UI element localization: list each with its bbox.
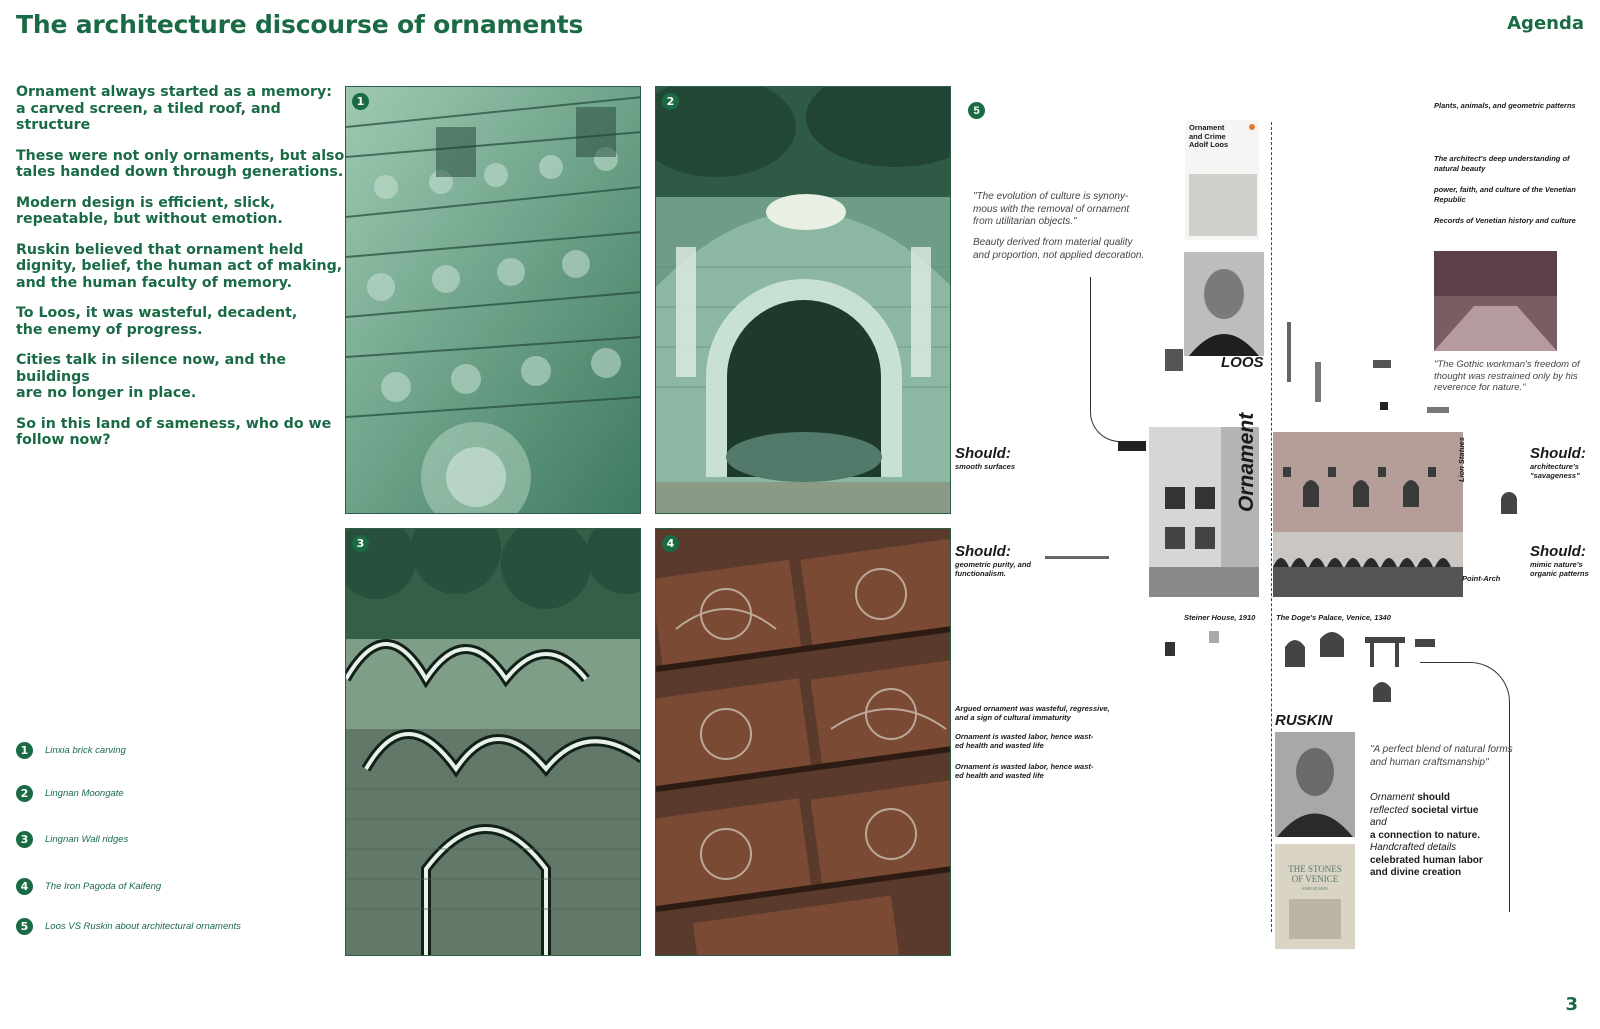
legend-label: The Iron Pagoda of Kaifeng — [45, 881, 162, 892]
venetian-interior-image — [1434, 251, 1557, 351]
text-run: and divine creation — [1370, 867, 1462, 878]
book-cover-texture — [1189, 174, 1257, 236]
brick-carving-image — [346, 87, 641, 514]
should-title: Should: — [1530, 543, 1586, 560]
detail-icon — [1380, 402, 1388, 410]
number-badge: 2 — [662, 93, 679, 110]
should-title: Should: — [1530, 445, 1586, 462]
loos-vs-ruskin-collage — [955, 92, 1595, 972]
loos-argument: Ornament is wasted labor, hence wast- ed health and wasted life — [955, 762, 1094, 780]
text-run: and — [1370, 817, 1387, 828]
legend-item — [16, 742, 126, 759]
number-badge: 1 — [352, 93, 369, 110]
spire-mark — [1315, 362, 1321, 402]
point-arch-label: Point-Arch — [1462, 574, 1501, 583]
ruskin-label: RUSKIN — [1275, 712, 1333, 729]
text-run: celebrated human labor — [1370, 854, 1483, 866]
loos-label: LOOS — [1221, 354, 1264, 371]
note-venetian-history: Records of Venetian history and culture — [1434, 216, 1576, 225]
should-title: Should: — [955, 543, 1011, 560]
legend-item — [16, 831, 128, 848]
should-geometric — [955, 543, 1031, 578]
paragraph: Cities talk in silence now, and the buildings are no longer in place. — [16, 352, 286, 401]
text-run: a connection to nature. — [1370, 829, 1481, 841]
ruskin-book-author: JOHN RUSKIN — [1301, 886, 1329, 891]
text-run: Ornament — [1370, 792, 1418, 803]
doges-palace-drawing — [1273, 432, 1463, 597]
should-text: geometric purity, and functionalism. — [955, 560, 1031, 578]
portrait-image — [1184, 252, 1264, 356]
loos-argument: Ornament is wasted labor, hence wast- ed health and wasted life — [955, 732, 1094, 750]
doges-palace-image — [1273, 432, 1463, 597]
number-badge: 3 — [16, 831, 33, 848]
should-savageness — [1530, 445, 1586, 480]
paragraph: Modern design is efficient, slick, repeatable, but without emotion. — [16, 194, 283, 227]
number-badge: 4 — [16, 878, 33, 895]
center-axis-line — [1271, 122, 1272, 932]
divider-mark — [1045, 556, 1109, 559]
text-run: societal virtue — [1411, 804, 1479, 816]
detail-icon — [1427, 407, 1449, 413]
paragraph: These were not only ornaments, but also tales handed down through generations. — [16, 147, 345, 180]
number-badge: 3 — [352, 535, 369, 552]
legend-label: Lingnan Moongate — [45, 788, 124, 799]
ornament-axis-label: Ornament — [1235, 412, 1258, 512]
agenda-link[interactable]: Agenda — [1507, 13, 1584, 34]
spire-mark — [1287, 322, 1291, 382]
portrait-image — [1275, 732, 1355, 837]
should-text: architecture's "savageness" — [1530, 462, 1580, 480]
text-run: Handcrafted details — [1370, 842, 1457, 853]
should-title: Should: — [955, 445, 1011, 462]
should-text: smooth surfaces — [955, 462, 1016, 471]
number-badge: 5 — [16, 918, 33, 935]
wall-ridges-image — [346, 529, 641, 956]
legend-label: Loos VS Ruskin about architectural ornaments — [45, 921, 241, 932]
lion-statues-label: Lion Statues — [1457, 436, 1466, 482]
legend-item — [16, 878, 161, 895]
moongate-image — [656, 87, 951, 514]
photo-moongate — [655, 86, 951, 514]
black-bar-mark — [1118, 441, 1146, 451]
detail-icon — [1165, 642, 1175, 656]
paragraph: So in this land of sameness, who do we follow now? — [16, 415, 332, 448]
number-badge: 2 — [16, 785, 33, 802]
iron-pagoda-image — [656, 529, 951, 956]
legend-label: Linxia brick carving — [45, 745, 126, 756]
ruskin-principles — [1370, 792, 1510, 880]
loos-portrait — [1184, 252, 1264, 356]
loos-quote: "The evolution of culture is synony- mous with the removal of ornament from utilitarian objects." — [973, 191, 1130, 227]
paragraph: Ornament always started as a memory: a carved screen, a tiled roof, and structure — [16, 84, 332, 133]
detail-icon — [1373, 360, 1391, 368]
should-text: mimic nature's organic patterns — [1530, 560, 1589, 578]
page-number: 3 — [1565, 994, 1578, 1015]
note-venetian-republic: power, faith, and culture of the Venetian Republic — [1434, 185, 1576, 204]
loos-book-cover — [1185, 120, 1259, 240]
note-patterns: Plants, animals, and geometric patterns — [1434, 101, 1576, 110]
ruskin-portrait — [1275, 732, 1355, 837]
should-smooth — [955, 445, 1015, 471]
loos-argument: Argued ornament was wasteful, regressive, and a sign of cultural immaturity — [955, 704, 1110, 722]
interior-drawing — [1434, 251, 1557, 351]
paragraph: To Loos, it was wasteful, decadent, the enemy of progress. — [16, 305, 298, 338]
photo-wall-ridges — [345, 528, 641, 956]
ruskin-quote: "A perfect blend of natural forms and human craftsmanship" — [1370, 744, 1513, 768]
gothic-quote: "The Gothic workman's freedom of thought was restrained only by his reverence for nature." — [1434, 359, 1580, 393]
connector-line — [1090, 277, 1140, 442]
book-illustration — [1289, 899, 1341, 939]
ruskin-book-title: THE STONES OF VENICE — [1288, 864, 1342, 884]
note-natural-beauty: The architect's deep understanding of natural beauty — [1434, 154, 1570, 173]
arch-icon — [1501, 492, 1517, 514]
legend-label: Lingnan Wall ridges — [45, 834, 129, 845]
caption-doge: The Doge's Palace, Venice, 1340 — [1276, 613, 1391, 622]
loos-small-icon — [1165, 349, 1183, 371]
paragraph: Ruskin believed that ornament held dignity, belief, the human act of making, and the human faculty of memory. — [16, 241, 343, 291]
number-badge: 4 — [662, 535, 679, 552]
loos-book-title: Ornament and Crime Adolf Loos — [1189, 123, 1229, 149]
legend-item — [16, 785, 124, 802]
photo-brick-carving — [345, 86, 641, 514]
photo-iron-pagoda — [655, 528, 951, 956]
page-title: The architecture discourse of ornaments — [16, 10, 584, 39]
text-run: should — [1417, 792, 1451, 803]
should-organic — [1530, 543, 1589, 578]
text-run: reflected — [1370, 804, 1412, 816]
loos-principle: Beauty derived from material quality and proportion, not applied decoration. — [973, 237, 1145, 261]
intro-text — [16, 84, 346, 463]
caption-steiner: Steiner House, 1910 — [1184, 613, 1256, 622]
legend-item — [16, 918, 241, 935]
number-badge: 5 — [968, 102, 985, 119]
ruskin-book-cover — [1275, 844, 1355, 949]
number-badge: 1 — [16, 742, 33, 759]
detail-icon — [1209, 631, 1219, 643]
publisher-logo-icon — [1249, 124, 1255, 130]
